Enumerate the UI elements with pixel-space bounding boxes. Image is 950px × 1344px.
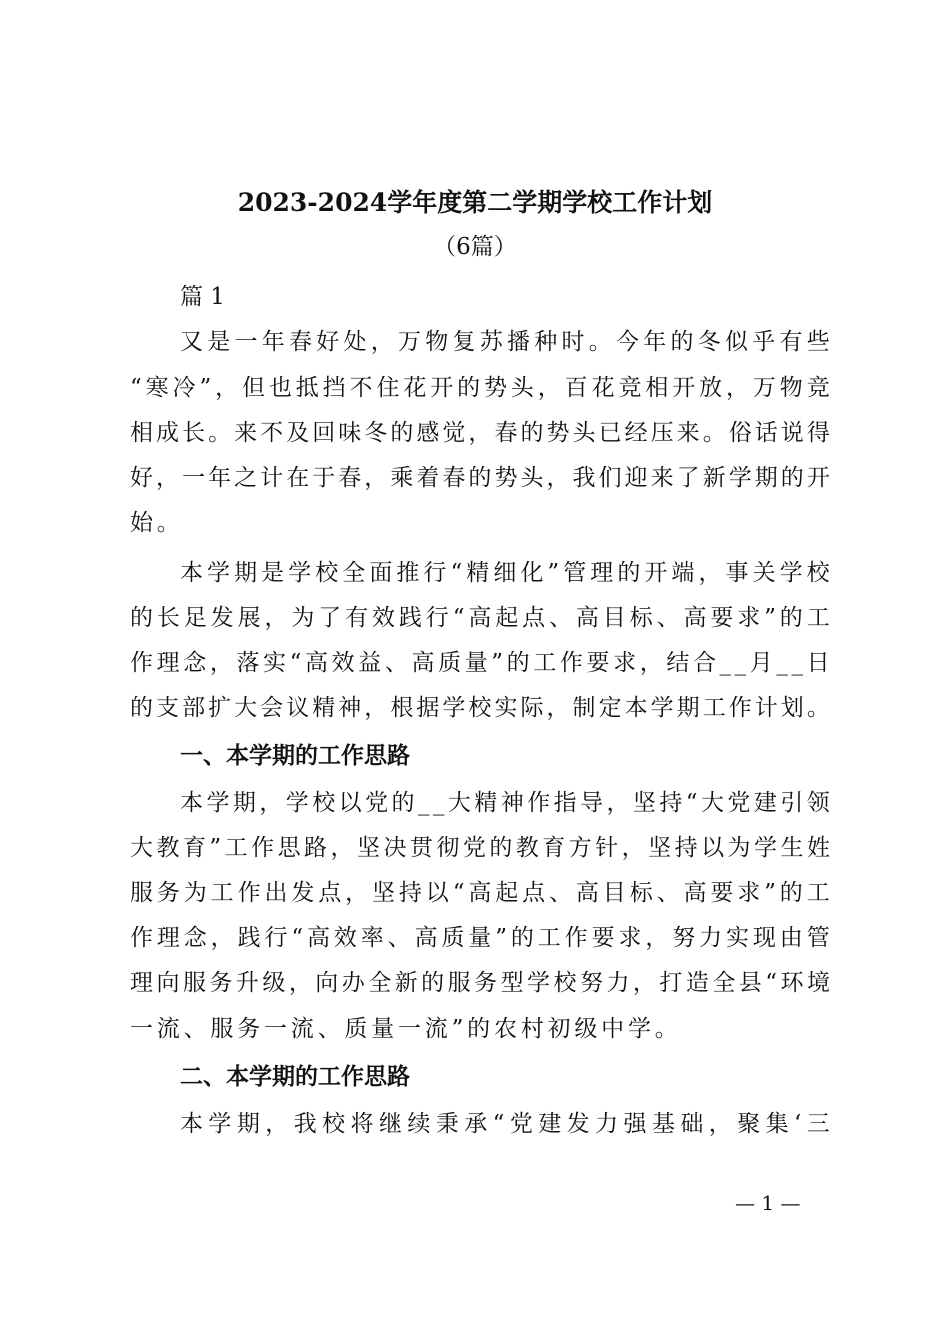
paragraph-line: 相 成 长 。 来 不 及 回 味 冬 的 感 觉 ， 春 的 势 头 已 经 压 来 。 俗 话 说 得 xyxy=(130,420,830,446)
section-label: 篇 1 xyxy=(180,284,225,310)
paragraph-line: 始。 xyxy=(130,510,184,536)
paragraph-line: “ 寒 冷 ” ， 但 也 抵 挡 不 住 花 开 的 势 头 ， 百 花 竞 相 开 放 ， 万 物 竞 xyxy=(130,375,830,401)
paragraph-line: 本 学 期 ， 我 校 将 继 续 秉 承 “ 党 建 发 力 强 基 础 ， 聚 集 ‘ 三 xyxy=(180,1111,830,1137)
document-title: 2023-2024学年度第二学期学校工作计划 xyxy=(237,188,713,217)
paragraph-line: 大 教 育 ” 工 作 思 路 ， 坚 决 贯 彻 党 的 教 育 方 针 ， 坚 持 以 为 学 生 姓 xyxy=(130,835,830,861)
paragraph-line: 本 学 期 是 学 校 全 面 推 行 “ 精 细 化 ” 管 理 的 开 端 ， 事 关 学 校 xyxy=(180,560,830,586)
paragraph-line: 服 务 为 工 作 出 发 点 ， 坚 持 以 “ 高 起 点 、 高 目 标 、 高 要 求 ” 的 工 xyxy=(130,880,830,906)
section-heading-1: 一、本学期的工作思路 xyxy=(180,743,410,769)
paragraph-line: 作 理 念 ， 践 行 “ 高 效 率 、 高 质 量 ” 的 工 作 要 求 ， 努 力 实 现 由 管 xyxy=(130,925,830,951)
paragraph-line: 又 是 一 年 春 好 处 ， 万 物 复 苏 播 种 时 。 今 年 的 冬 似 乎 有 些 xyxy=(180,329,830,355)
paragraph-line: 理 向 服 务 升 级 ， 向 办 全 新 的 服 务 型 学 校 努 力 ， 打 造 全 县 “ 环 境 xyxy=(130,970,830,996)
paragraph-line: 本 学 期 ， 学 校 以 党 的 _ _ 大 精 神 作 指 导 ， 坚 持 “ 大 党 建 引 领 xyxy=(180,790,830,816)
paragraph-line: 一流、服务一流、质量一流”的农村初级中学。 xyxy=(130,1016,682,1042)
document-subtitle: （6篇） xyxy=(433,234,517,260)
paragraph-line: 作 理 念 ， 落 实 “ 高 效 益 、 高 质 量 ” 的 工 作 要 求 ， 结 合 _ _ 月 _ _ 日 xyxy=(130,650,830,676)
paragraph-line: 的 长 足 发 展 ， 为 了 有 效 践 行 “ 高 起 点 、 高 目 标 、 高 要 求 ” 的 工 xyxy=(130,605,830,631)
section-heading-2: 二、本学期的工作思路 xyxy=(180,1064,410,1090)
paragraph-line: 的 支 部 扩 大 会 议 精 神 ， 根 据 学 校 实 际 ， 制 定 本 学 期 工 作 计 划 。 xyxy=(130,695,830,721)
paragraph-line: 好 ， 一 年 之 计 在 于 春 ， 乘 着 春 的 势 头 ， 我 们 迎 来 了 新 学 期 的 开 xyxy=(130,465,830,491)
page-number: — 1 — xyxy=(735,1191,801,1215)
